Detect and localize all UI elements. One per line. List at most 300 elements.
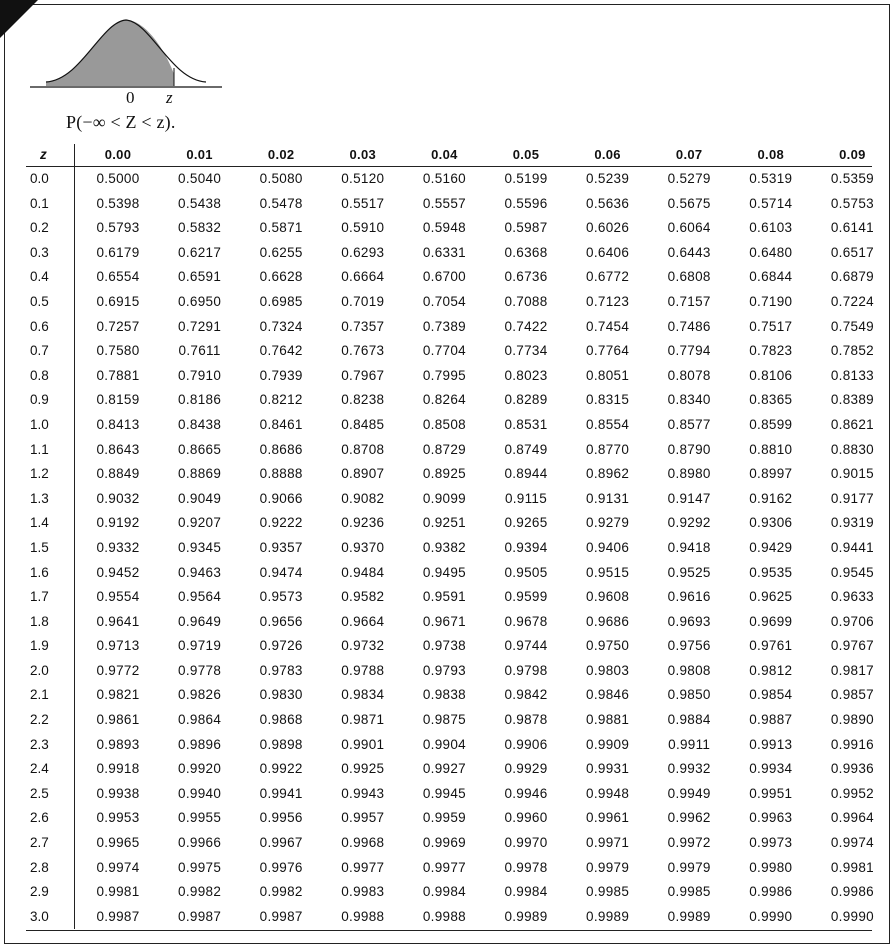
probability-cell: 0.9756 (667, 638, 711, 654)
z-value: 1.5 (30, 539, 49, 555)
probability-cell: 0.9554 (96, 589, 140, 605)
probability-cell: 0.9977 (341, 859, 385, 875)
probability-cell: 0.5478 (259, 195, 303, 211)
probability-cell: 0.9898 (259, 736, 303, 752)
probability-cell: 0.9922 (259, 761, 303, 777)
probability-cell: 0.9980 (749, 859, 793, 875)
probability-cell: 0.9744 (504, 638, 548, 654)
probability-cell: 0.9678 (504, 613, 548, 629)
probability-cell: 0.9981 (96, 884, 140, 900)
probability-cell: 0.6736 (504, 269, 548, 285)
column-header: 0.06 (594, 147, 621, 162)
probability-cell: 0.7389 (422, 318, 466, 334)
z-value: 1.8 (30, 613, 49, 629)
probability-cell: 0.8729 (422, 441, 466, 457)
probability-cell: 0.9515 (586, 564, 630, 580)
z-value: 2.2 (30, 712, 49, 728)
table-row (26, 364, 872, 389)
probability-cell: 0.9830 (259, 687, 303, 703)
table-row (26, 856, 872, 881)
probability-cell: 0.8365 (749, 392, 793, 408)
probability-cell: 0.6554 (96, 269, 140, 285)
probability-cell: 0.9429 (749, 539, 793, 555)
probability-cell: 0.9693 (667, 613, 711, 629)
probability-cell: 0.5239 (586, 171, 630, 186)
probability-cell: 0.9929 (504, 761, 548, 777)
probability-cell: 0.5398 (96, 195, 140, 211)
probability-label: P(−∞ < Z < z). (66, 112, 176, 132)
probability-cell: 0.8340 (667, 392, 711, 408)
probability-cell: 0.5910 (341, 220, 385, 236)
probability-cell: 0.9938 (96, 785, 140, 801)
probability-cell: 0.9906 (504, 736, 548, 752)
table-row (26, 634, 872, 659)
probability-cell: 0.9798 (504, 662, 548, 678)
probability-cell: 0.9963 (749, 810, 793, 826)
probability-cell: 0.5675 (667, 195, 711, 211)
probability-cell: 0.9452 (96, 564, 140, 580)
probability-cell: 0.8830 (830, 441, 874, 457)
shaded-area (46, 20, 174, 86)
probability-cell: 0.9357 (259, 539, 303, 555)
probability-cell: 0.9861 (96, 712, 140, 728)
probability-cell: 0.9582 (341, 589, 385, 605)
probability-cell: 0.9925 (341, 761, 385, 777)
probability-cell: 0.6293 (341, 244, 385, 260)
column-header: 0.03 (349, 147, 377, 162)
probability-cell: 0.9916 (830, 736, 874, 752)
probability-cell: 0.6368 (504, 244, 548, 260)
probability-cell: 0.9971 (586, 835, 630, 851)
z-value: 0.3 (30, 244, 49, 260)
probability-cell: 0.5120 (341, 171, 385, 186)
probability-cell: 0.9986 (749, 884, 793, 900)
z-value: 0.8 (30, 367, 49, 383)
z-value: 1.7 (30, 589, 49, 605)
table-row (26, 536, 872, 561)
probability-cell: 0.5517 (341, 195, 385, 211)
probability-cell: 0.9968 (341, 835, 385, 851)
probability-cell: 0.8023 (504, 367, 548, 383)
probability-cell: 0.9686 (586, 613, 630, 629)
probability-cell: 0.9934 (749, 761, 793, 777)
probability-cell: 0.8389 (830, 392, 874, 408)
probability-cell: 0.9911 (668, 736, 711, 752)
probability-cell: 0.8749 (504, 441, 548, 457)
probability-cell: 0.9719 (178, 638, 222, 654)
probability-cell: 0.7454 (586, 318, 630, 334)
z-value: 0.1 (30, 195, 49, 211)
z-table (26, 144, 872, 929)
probability-cell: 0.5040 (178, 171, 222, 186)
probability-cell: 0.9370 (341, 539, 385, 555)
probability-cell: 0.9965 (96, 835, 140, 851)
probability-cell: 0.9887 (749, 712, 793, 728)
probability-cell: 0.7939 (259, 367, 303, 383)
z-value: 2.7 (30, 835, 49, 851)
probability-cell: 0.9292 (667, 515, 711, 531)
probability-cell: 0.8485 (341, 416, 385, 432)
probability-cell: 0.9319 (830, 515, 874, 531)
probability-cell: 0.9940 (178, 785, 222, 801)
probability-cell: 0.8508 (422, 416, 466, 432)
probability-cell: 0.9192 (96, 515, 140, 531)
probability-cell: 0.8810 (749, 441, 793, 457)
probability-cell: 0.8238 (341, 392, 385, 408)
table-row (26, 585, 872, 610)
z-value: 2.8 (30, 859, 49, 875)
axis-z-label: z (166, 88, 173, 107)
probability-cell: 0.9909 (586, 736, 630, 752)
probability-cell: 0.6406 (586, 244, 630, 260)
probability-cell: 0.9868 (259, 712, 303, 728)
probability-cell: 0.6141 (830, 220, 874, 236)
probability-cell: 0.9474 (259, 564, 303, 580)
probability-cell: 0.5359 (830, 171, 874, 186)
z-value: 1.4 (30, 515, 49, 531)
probability-cell: 0.9989 (504, 908, 548, 924)
probability-cell: 0.9955 (178, 810, 222, 826)
probability-cell: 0.9525 (667, 564, 711, 580)
table-row (26, 905, 872, 930)
probability-cell: 0.9783 (259, 662, 303, 678)
probability-cell: 0.6331 (422, 244, 466, 260)
probability-cell: 0.9987 (178, 908, 222, 924)
z-value: 1.3 (30, 490, 49, 506)
z-column-header: z (40, 147, 47, 162)
probability-cell: 0.8869 (178, 466, 222, 482)
probability-cell: 0.9871 (341, 712, 385, 728)
z-value: 1.6 (30, 564, 49, 580)
probability-cell: 0.8461 (259, 416, 303, 432)
probability-cell: 0.9966 (178, 835, 222, 851)
probability-cell: 0.9656 (259, 613, 303, 629)
probability-cell: 0.9904 (422, 736, 466, 752)
probability-cell: 0.8289 (504, 392, 548, 408)
table-row (26, 610, 872, 635)
probability-cell: 0.9803 (586, 662, 630, 678)
probability-cell: 0.9505 (504, 564, 548, 580)
probability-cell: 0.9382 (422, 539, 466, 555)
probability-cell: 0.9484 (341, 564, 385, 580)
probability-cell: 0.7190 (749, 293, 793, 309)
probability-cell: 0.9726 (259, 638, 303, 654)
probability-cell: 0.9049 (178, 490, 222, 506)
probability-cell: 0.9846 (586, 687, 630, 703)
probability-cell: 0.9115 (504, 490, 548, 506)
table-row (26, 241, 872, 266)
probability-cell: 0.7967 (341, 367, 385, 383)
probability-cell: 0.9967 (259, 835, 303, 851)
probability-cell: 0.9649 (178, 613, 222, 629)
probability-cell: 0.6915 (96, 293, 140, 309)
probability-cell: 0.7357 (341, 318, 385, 334)
probability-cell: 0.5199 (504, 171, 548, 186)
column-header: 0.08 (757, 147, 785, 162)
probability-cell: 0.5557 (422, 195, 466, 211)
probability-cell: 0.7910 (178, 367, 222, 383)
probability-cell: 0.9985 (586, 884, 630, 900)
probability-cell: 0.9913 (749, 736, 793, 752)
probability-cell: 0.9932 (667, 761, 711, 777)
probability-cell: 0.7257 (96, 318, 140, 334)
probability-cell: 0.7422 (504, 318, 548, 334)
probability-cell: 0.9495 (422, 564, 466, 580)
probability-cell: 0.9948 (586, 785, 630, 801)
table-row (26, 880, 872, 905)
probability-cell: 0.9842 (504, 687, 548, 703)
probability-cell: 0.9236 (341, 515, 385, 531)
probability-cell: 0.7123 (586, 293, 630, 309)
probability-cell: 0.9949 (667, 785, 711, 801)
probability-cell: 0.9838 (422, 687, 466, 703)
probability-cell: 0.9960 (504, 810, 548, 826)
probability-cell: 0.7734 (504, 343, 548, 359)
column-header: 0.02 (267, 147, 295, 162)
column-header: 0.09 (839, 147, 866, 162)
probability-cell: 0.8888 (259, 466, 303, 482)
probability-cell: 0.5753 (830, 195, 874, 211)
table-row (26, 708, 872, 733)
probability-cell: 0.8980 (667, 466, 711, 482)
z-value: 3.0 (30, 908, 49, 924)
probability-cell: 0.9896 (178, 736, 222, 752)
probability-cell: 0.6950 (178, 293, 222, 309)
probability-cell: 0.9767 (830, 638, 874, 654)
table-body (26, 167, 872, 929)
probability-cell: 0.9957 (341, 810, 385, 826)
probability-cell: 0.9972 (667, 835, 711, 851)
probability-cell: 0.7088 (504, 293, 548, 309)
probability-cell: 0.7673 (341, 343, 385, 359)
probability-cell: 0.9082 (341, 490, 385, 506)
probability-cell: 0.6217 (178, 244, 222, 260)
z-value: 0.5 (30, 293, 49, 309)
probability-cell: 0.9979 (667, 859, 711, 875)
probability-cell: 0.9608 (586, 589, 630, 605)
probability-cell: 0.9032 (96, 490, 140, 506)
probability-cell: 0.5871 (259, 220, 303, 236)
probability-cell: 0.6844 (749, 269, 793, 285)
probability-cell: 0.9984 (422, 884, 466, 900)
probability-cell: 0.8078 (667, 367, 711, 383)
probability-cell: 0.9332 (96, 539, 140, 555)
probability-cell: 0.9750 (586, 638, 630, 654)
probability-cell: 0.5793 (96, 220, 140, 236)
probability-cell: 0.9817 (830, 662, 874, 678)
probability-cell: 0.6255 (259, 244, 303, 260)
probability-cell: 0.7517 (749, 318, 793, 334)
probability-cell: 0.8643 (96, 441, 140, 457)
column-header: 0.05 (512, 147, 540, 162)
probability-cell: 0.8621 (830, 416, 874, 432)
probability-cell: 0.6591 (178, 269, 222, 285)
table-row (26, 733, 872, 758)
table-row (26, 438, 872, 463)
table-row (26, 782, 872, 807)
probability-cell: 0.9943 (341, 785, 385, 801)
probability-cell: 0.6179 (96, 244, 140, 260)
probability-cell: 0.9671 (422, 613, 466, 629)
probability-cell: 0.9990 (749, 908, 793, 924)
probability-cell: 0.7794 (667, 343, 711, 359)
probability-cell: 0.5279 (667, 171, 711, 186)
probability-cell: 0.6808 (667, 269, 711, 285)
probability-cell: 0.8708 (341, 441, 385, 457)
probability-cell: 0.9962 (667, 810, 711, 826)
probability-cell: 0.8599 (749, 416, 793, 432)
probability-cell: 0.8770 (586, 441, 630, 457)
probability-cell: 0.9788 (341, 662, 385, 678)
table-row (26, 192, 872, 217)
z-value: 2.5 (30, 785, 49, 801)
probability-cell: 0.8264 (422, 392, 466, 408)
probability-cell: 0.7995 (422, 367, 466, 383)
z-value: 0.9 (30, 392, 49, 408)
z-value: 2.0 (30, 662, 49, 678)
probability-cell: 0.9920 (178, 761, 222, 777)
probability-cell: 0.9265 (504, 515, 548, 531)
table-row (26, 388, 872, 413)
probability-cell: 0.9984 (504, 884, 548, 900)
probability-cell: 0.5596 (504, 195, 548, 211)
probability-cell: 0.9808 (667, 662, 711, 678)
z-value: 0.0 (30, 171, 49, 186)
probability-cell: 0.7019 (341, 293, 385, 309)
axis-zero-label: 0 (126, 88, 135, 107)
probability-cell: 0.9864 (178, 712, 222, 728)
probability-cell: 0.5438 (178, 195, 222, 211)
probability-cell: 0.9162 (749, 490, 793, 506)
probability-cell: 0.8907 (341, 466, 385, 482)
probability-cell: 0.7291 (178, 318, 222, 334)
probability-cell: 0.8413 (96, 416, 140, 432)
probability-cell: 0.8849 (96, 466, 140, 482)
probability-cell: 0.9927 (422, 761, 466, 777)
probability-cell: 0.9664 (341, 613, 385, 629)
probability-cell: 0.7764 (586, 343, 630, 359)
table-row (26, 757, 872, 782)
probability-cell: 0.9956 (259, 810, 303, 826)
probability-cell: 0.8159 (96, 392, 140, 408)
probability-cell: 0.9976 (259, 859, 303, 875)
column-header: 0.04 (431, 147, 458, 162)
table-row (26, 339, 872, 364)
table-row (26, 167, 872, 192)
probability-cell: 0.5948 (422, 220, 466, 236)
probability-cell: 0.9986 (830, 884, 874, 900)
probability-cell: 0.9979 (586, 859, 630, 875)
probability-cell: 0.9207 (178, 515, 222, 531)
z-value: 2.4 (30, 761, 49, 777)
probability-cell: 0.8106 (749, 367, 793, 383)
probability-cell: 0.9945 (422, 785, 466, 801)
z-value: 0.4 (30, 269, 49, 285)
probability-cell: 0.9778 (178, 662, 222, 678)
probability-cell: 0.8577 (667, 416, 711, 432)
probability-cell: 0.9969 (422, 835, 466, 851)
probability-cell: 0.9406 (586, 539, 630, 555)
probability-cell: 0.9699 (749, 613, 793, 629)
probability-cell: 0.9591 (422, 589, 466, 605)
probability-cell: 0.6443 (667, 244, 711, 260)
probability-cell: 0.9946 (504, 785, 548, 801)
probability-cell: 0.9732 (341, 638, 385, 654)
probability-cell: 0.9545 (830, 564, 874, 580)
probability-cell: 0.5160 (422, 171, 466, 186)
probability-cell: 0.6103 (749, 220, 793, 236)
z-value: 1.9 (30, 638, 49, 654)
probability-cell: 0.9974 (96, 859, 140, 875)
table-row (26, 659, 872, 684)
z-value: 0.2 (30, 220, 49, 236)
probability-cell: 0.9974 (830, 835, 874, 851)
probability-cell: 0.9535 (749, 564, 793, 580)
probability-cell: 0.9989 (586, 908, 630, 924)
probability-cell: 0.9147 (667, 490, 711, 506)
probability-cell: 0.7642 (259, 343, 303, 359)
table-row (26, 511, 872, 536)
probability-cell: 0.9941 (259, 785, 303, 801)
probability-cell: 0.9978 (504, 859, 548, 875)
z-value: 2.3 (30, 736, 49, 752)
probability-cell: 0.5987 (504, 220, 548, 236)
probability-cell: 0.8438 (178, 416, 222, 432)
probability-cell: 0.9713 (96, 638, 140, 654)
table-row (26, 315, 872, 340)
table-header (26, 144, 872, 167)
probability-cell: 0.9970 (504, 835, 548, 851)
probability-cell: 0.9988 (422, 908, 466, 924)
probability-cell: 0.9066 (259, 490, 303, 506)
z-value: 1.1 (30, 441, 49, 457)
probability-cell: 0.9625 (749, 589, 793, 605)
probability-cell: 0.8944 (504, 466, 548, 482)
probability-cell: 0.9131 (586, 490, 630, 506)
probability-cell: 0.6517 (830, 244, 874, 260)
z-value: 1.0 (30, 416, 49, 432)
probability-cell: 0.9616 (667, 589, 711, 605)
probability-cell: 0.5714 (749, 195, 793, 211)
bottom-rule (26, 930, 872, 931)
probability-cell: 0.9884 (667, 712, 711, 728)
probability-cell: 0.9961 (586, 810, 630, 826)
probability-cell: 0.9394 (504, 539, 548, 555)
probability-cell: 0.8051 (586, 367, 630, 383)
probability-cell: 0.9706 (830, 613, 874, 629)
probability-cell: 0.9931 (586, 761, 630, 777)
z-value: 2.6 (30, 810, 49, 826)
probability-cell: 0.9936 (830, 761, 874, 777)
probability-cell: 0.8133 (830, 367, 874, 383)
column-header: 0.07 (675, 147, 703, 162)
probability-cell: 0.9890 (830, 712, 874, 728)
probability-cell: 0.9881 (586, 712, 630, 728)
probability-cell: 0.9959 (422, 810, 466, 826)
probability-cell: 0.7611 (178, 343, 221, 359)
probability-cell: 0.8554 (586, 416, 630, 432)
probability-cell: 0.9918 (96, 761, 140, 777)
probability-cell: 0.9987 (259, 908, 303, 924)
probability-cell: 0.6772 (586, 269, 630, 285)
probability-cell: 0.5080 (259, 171, 303, 186)
probability-cell: 0.8790 (667, 441, 711, 457)
probability-cell: 0.9279 (586, 515, 630, 531)
probability-cell: 0.8962 (586, 466, 630, 482)
column-header: 0.00 (104, 147, 132, 162)
probability-cell: 0.8212 (259, 392, 303, 408)
probability-cell: 0.7157 (667, 293, 711, 309)
